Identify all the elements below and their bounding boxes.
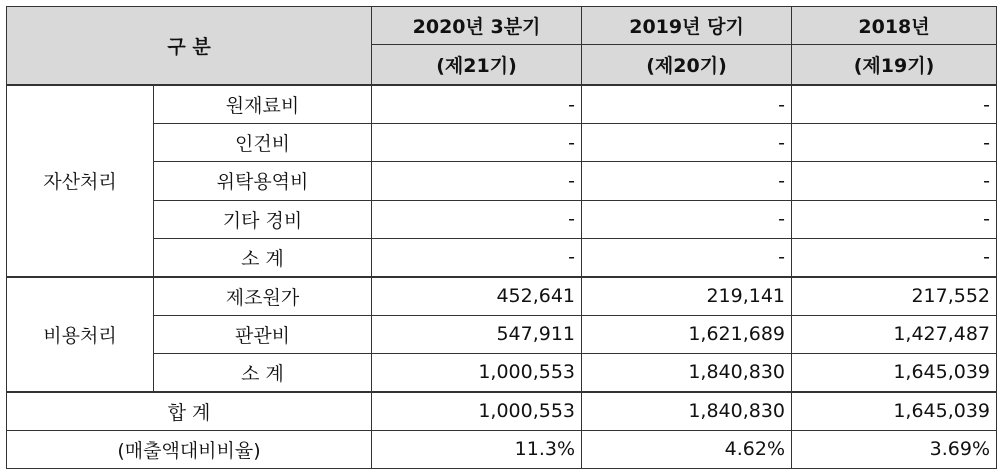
row-item-label: 제조원가: [154, 277, 372, 315]
value-cell: 1,840,830: [582, 392, 792, 430]
row-item-label: 소 계: [154, 353, 372, 391]
period-year-2018: 2018년: [792, 7, 997, 45]
value-cell: 1,645,039: [792, 392, 997, 430]
value-cell: 4.62%: [582, 430, 792, 468]
row-item-label: 원재료비: [154, 85, 372, 123]
category-header: 구 분: [7, 7, 372, 86]
row-item-label: 판관비: [154, 315, 372, 353]
group-label-expense: 비용처리: [7, 277, 154, 392]
table-row: [7, 85, 997, 123]
total-label: 합 계: [7, 392, 372, 430]
value-cell: -: [582, 124, 792, 162]
row-item-label: 소 계: [154, 238, 372, 276]
table-row: [7, 124, 997, 162]
header-row-years: [7, 7, 997, 45]
period-year-2019: 2019년 당기: [582, 7, 792, 45]
value-cell: 547,911: [372, 315, 582, 353]
table-row: [7, 200, 997, 238]
value-cell: 3.69%: [792, 430, 997, 468]
value-cell: -: [372, 162, 582, 200]
value-cell: -: [792, 238, 997, 276]
value-cell: 1,840,830: [582, 353, 792, 391]
value-cell: -: [792, 162, 997, 200]
row-item-label: 기타 경비: [154, 200, 372, 238]
value-cell: 11.3%: [372, 430, 582, 468]
value-cell: 1,000,553: [372, 353, 582, 391]
value-cell: -: [372, 200, 582, 238]
table-row: [7, 353, 997, 391]
period-year-2020: 2020년 3분기: [372, 7, 582, 45]
period-term-19: (제19기): [792, 45, 997, 85]
value-cell: 1,645,039: [792, 353, 997, 391]
table-row: [7, 162, 997, 200]
value-cell: -: [792, 124, 997, 162]
value-cell: -: [582, 85, 792, 123]
value-cell: 1,000,553: [372, 392, 582, 430]
value-cell: 219,141: [582, 277, 792, 315]
value-cell: -: [582, 162, 792, 200]
row-item-label: 위탁용역비: [154, 162, 372, 200]
value-cell: -: [582, 238, 792, 276]
value-cell: 217,552: [792, 277, 997, 315]
value-cell: -: [372, 124, 582, 162]
table-row: [7, 238, 997, 276]
value-cell: -: [582, 200, 792, 238]
value-cell: 1,621,689: [582, 315, 792, 353]
ratio-label: (매출액대비비율): [7, 430, 372, 468]
value-cell: -: [372, 85, 582, 123]
rd-expense-table: [6, 6, 997, 469]
total-row: [7, 392, 997, 430]
value-cell: 1,427,487: [792, 315, 997, 353]
value-cell: 452,641: [372, 277, 582, 315]
value-cell: -: [372, 238, 582, 276]
table-row: [7, 315, 997, 353]
group-label-asset: 자산처리: [7, 85, 154, 277]
value-cell: -: [792, 200, 997, 238]
table-row: [7, 277, 997, 315]
value-cell: -: [792, 85, 997, 123]
period-term-21: (제21기): [372, 45, 582, 85]
period-term-20: (제20기): [582, 45, 792, 85]
row-item-label: 인건비: [154, 124, 372, 162]
ratio-row: [7, 430, 997, 468]
